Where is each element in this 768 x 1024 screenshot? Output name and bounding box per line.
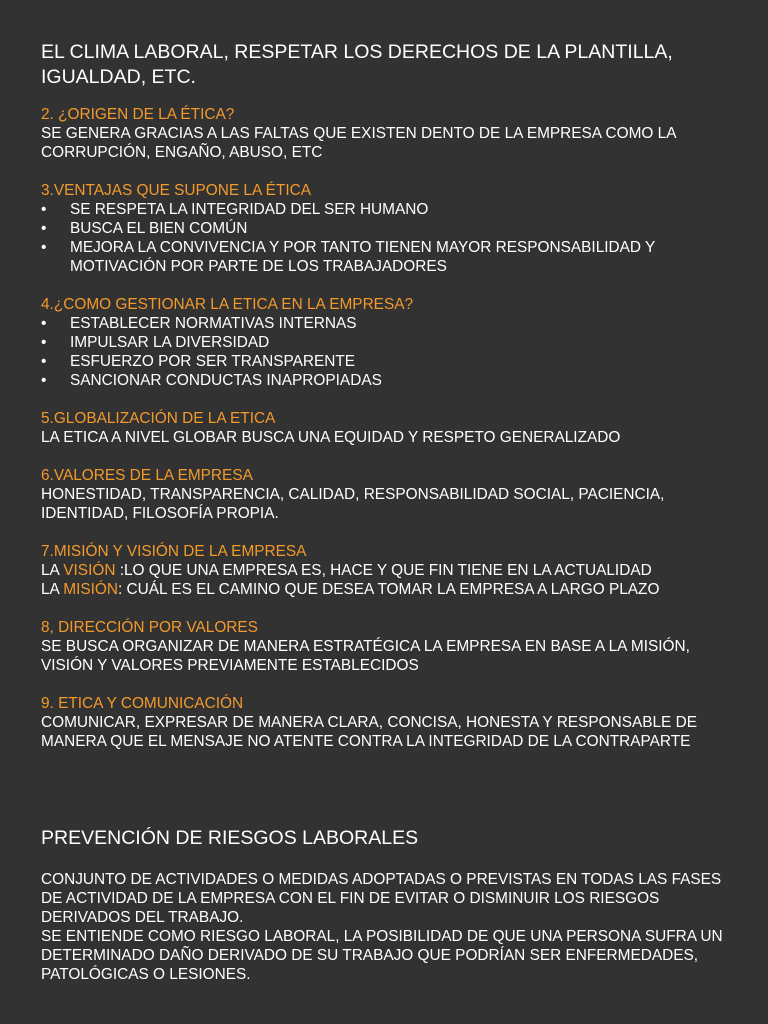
bullet-text: MEJORA LA CONVIVENCIA Y POR TANTO TIENEN MAYOR RESPONSABILIDAD Y MOTIVACIÓN POR PARTE DE LOS TRABAJADORES	[70, 239, 656, 275]
bullet-item	[41, 371, 741, 390]
text-segment: : CUÁL ES EL CAMINO QUE DESEA TOMAR LA EMPRESA A LARGO PLAZO	[118, 581, 660, 598]
bullet-text: IMPULSAR LA DIVERSIDAD	[70, 334, 270, 351]
section-paragraph: COMUNICAR, EXPRESAR DE MANERA CLARA, CONCISA, HONESTA Y RESPONSABLE DE MANERA QUE EL MENSAJE NO ATENTE CONTRA LA INTEGRIDAD DE LA CONTRAPARTE	[41, 714, 697, 750]
section	[41, 466, 741, 523]
bullet-item	[41, 333, 741, 352]
section	[41, 409, 741, 447]
section-title: 4.¿COMO GESTIONAR LA ETICA EN LA EMPRESA?	[41, 296, 414, 313]
sections-list	[41, 105, 741, 770]
bullet-item	[41, 238, 741, 276]
section	[41, 694, 741, 751]
risk-paragraph: CONJUNTO DE ACTIVIDADES O MEDIDAS ADOPTADAS O PREVISTAS EN TODAS LAS FASES DE ACTIVIDAD DE LA EMPRESA CON EL FIN DE EVITAR O DISMINUIR LOS RIESGOS DERIVADOS DEL TRABAJO.	[41, 871, 722, 926]
bullet-icon: •	[41, 372, 47, 389]
section-paragraph: LA ETICA A NIVEL GLOBAR BUSCA UNA EQUIDAD Y RESPETO GENERALIZADO	[41, 429, 621, 446]
section-title: 9. ETICA Y COMUNICACIÓN	[41, 695, 244, 712]
section-paragraph: HONESTIDAD, TRANSPARENCIA, CALIDAD, RESPONSABILIDAD SOCIAL, PACIENCIA, IDENTIDAD, FILOSOFÍA PROPIA.	[41, 486, 665, 522]
bullet-item	[41, 352, 741, 371]
highlight-term: MISIÓN	[63, 581, 118, 598]
bullet-icon: •	[41, 334, 47, 351]
section	[41, 105, 741, 162]
section	[41, 295, 741, 390]
section	[41, 542, 741, 599]
bullet-item	[41, 314, 741, 333]
bullet-icon: •	[41, 220, 47, 237]
risk-body	[41, 870, 731, 984]
text-segment: :LO QUE UNA EMPRESA ES, HACE Y QUE FIN TIENE EN LA ACTUALIDAD	[115, 562, 652, 579]
section-paragraph	[41, 580, 741, 599]
bullet-icon: •	[41, 353, 47, 370]
section-paragraph: SE GENERA GRACIAS A LAS FALTAS QUE EXISTEN DENTO DE LA EMPRESA COMO LA CORRUPCIÓN, ENGAÑO, ABUSO, ETC	[41, 125, 676, 161]
bullet-list	[41, 314, 741, 390]
bullet-text: ESFUERZO POR SER TRANSPARENTE	[70, 353, 356, 370]
bullet-icon: •	[41, 201, 47, 218]
section	[41, 618, 741, 675]
highlight-term: VISIÓN	[63, 562, 116, 579]
section-paragraph: SE BUSCA ORGANIZAR DE MANERA ESTRATÉGICA LA EMPRESA EN BASE A LA MISIÓN, VISIÓN Y VALORES PREVIAMENTE ESTABLECIDOS	[41, 638, 690, 674]
section-title: 8, DIRECCIÓN POR VALORES	[41, 619, 258, 636]
bullet-item	[41, 219, 741, 238]
section-title: 3.VENTAJAS QUE SUPONE LA ÉTICA	[41, 182, 311, 199]
intro-heading: EL CLIMA LABORAL, RESPETAR LOS DERECHOS DE LA PLANTILLA, IGUALDAD, ETC.	[41, 41, 673, 88]
section-title: 2. ¿ORIGEN DE LA ÉTICA?	[41, 106, 235, 123]
text-segment: LA	[41, 581, 64, 598]
risk-paragraph: SE ENTIENDE COMO RIESGO LABORAL, LA POSIBILIDAD DE QUE UNA PERSONA SUFRA UN DETERMINADO DAÑO DERIVADO DE SU TRABAJO QUE PODRÍAN SER ENFERMEDADES, PATOLÓGICAS O LESIONES.	[41, 928, 723, 983]
section-paragraph	[41, 561, 741, 580]
bullet-list	[41, 200, 741, 276]
text-segment: LA	[41, 562, 64, 579]
section-title: 7.MISIÓN Y VISIÓN DE LA EMPRESA	[41, 543, 307, 560]
bullet-item	[41, 200, 741, 219]
section-title: 5.GLOBALIZACIÓN DE LA ETICA	[41, 410, 276, 427]
bullet-icon: •	[41, 315, 47, 332]
bullet-text: BUSCA EL BIEN COMÚN	[70, 220, 248, 237]
bullet-text: SANCIONAR CONDUCTAS INAPROPIADAS	[70, 372, 382, 389]
section	[41, 181, 741, 276]
bullet-text: ESTABLECER NORMATIVAS INTERNAS	[70, 315, 357, 332]
bullet-icon: •	[41, 239, 47, 256]
section-title: 6.VALORES DE LA EMPRESA	[41, 467, 253, 484]
bullet-text: SE RESPETA LA INTEGRIDAD DEL SER HUMANO	[70, 201, 429, 218]
risk-title: PREVENCIÓN DE RIESGOS LABORALES	[41, 827, 419, 849]
